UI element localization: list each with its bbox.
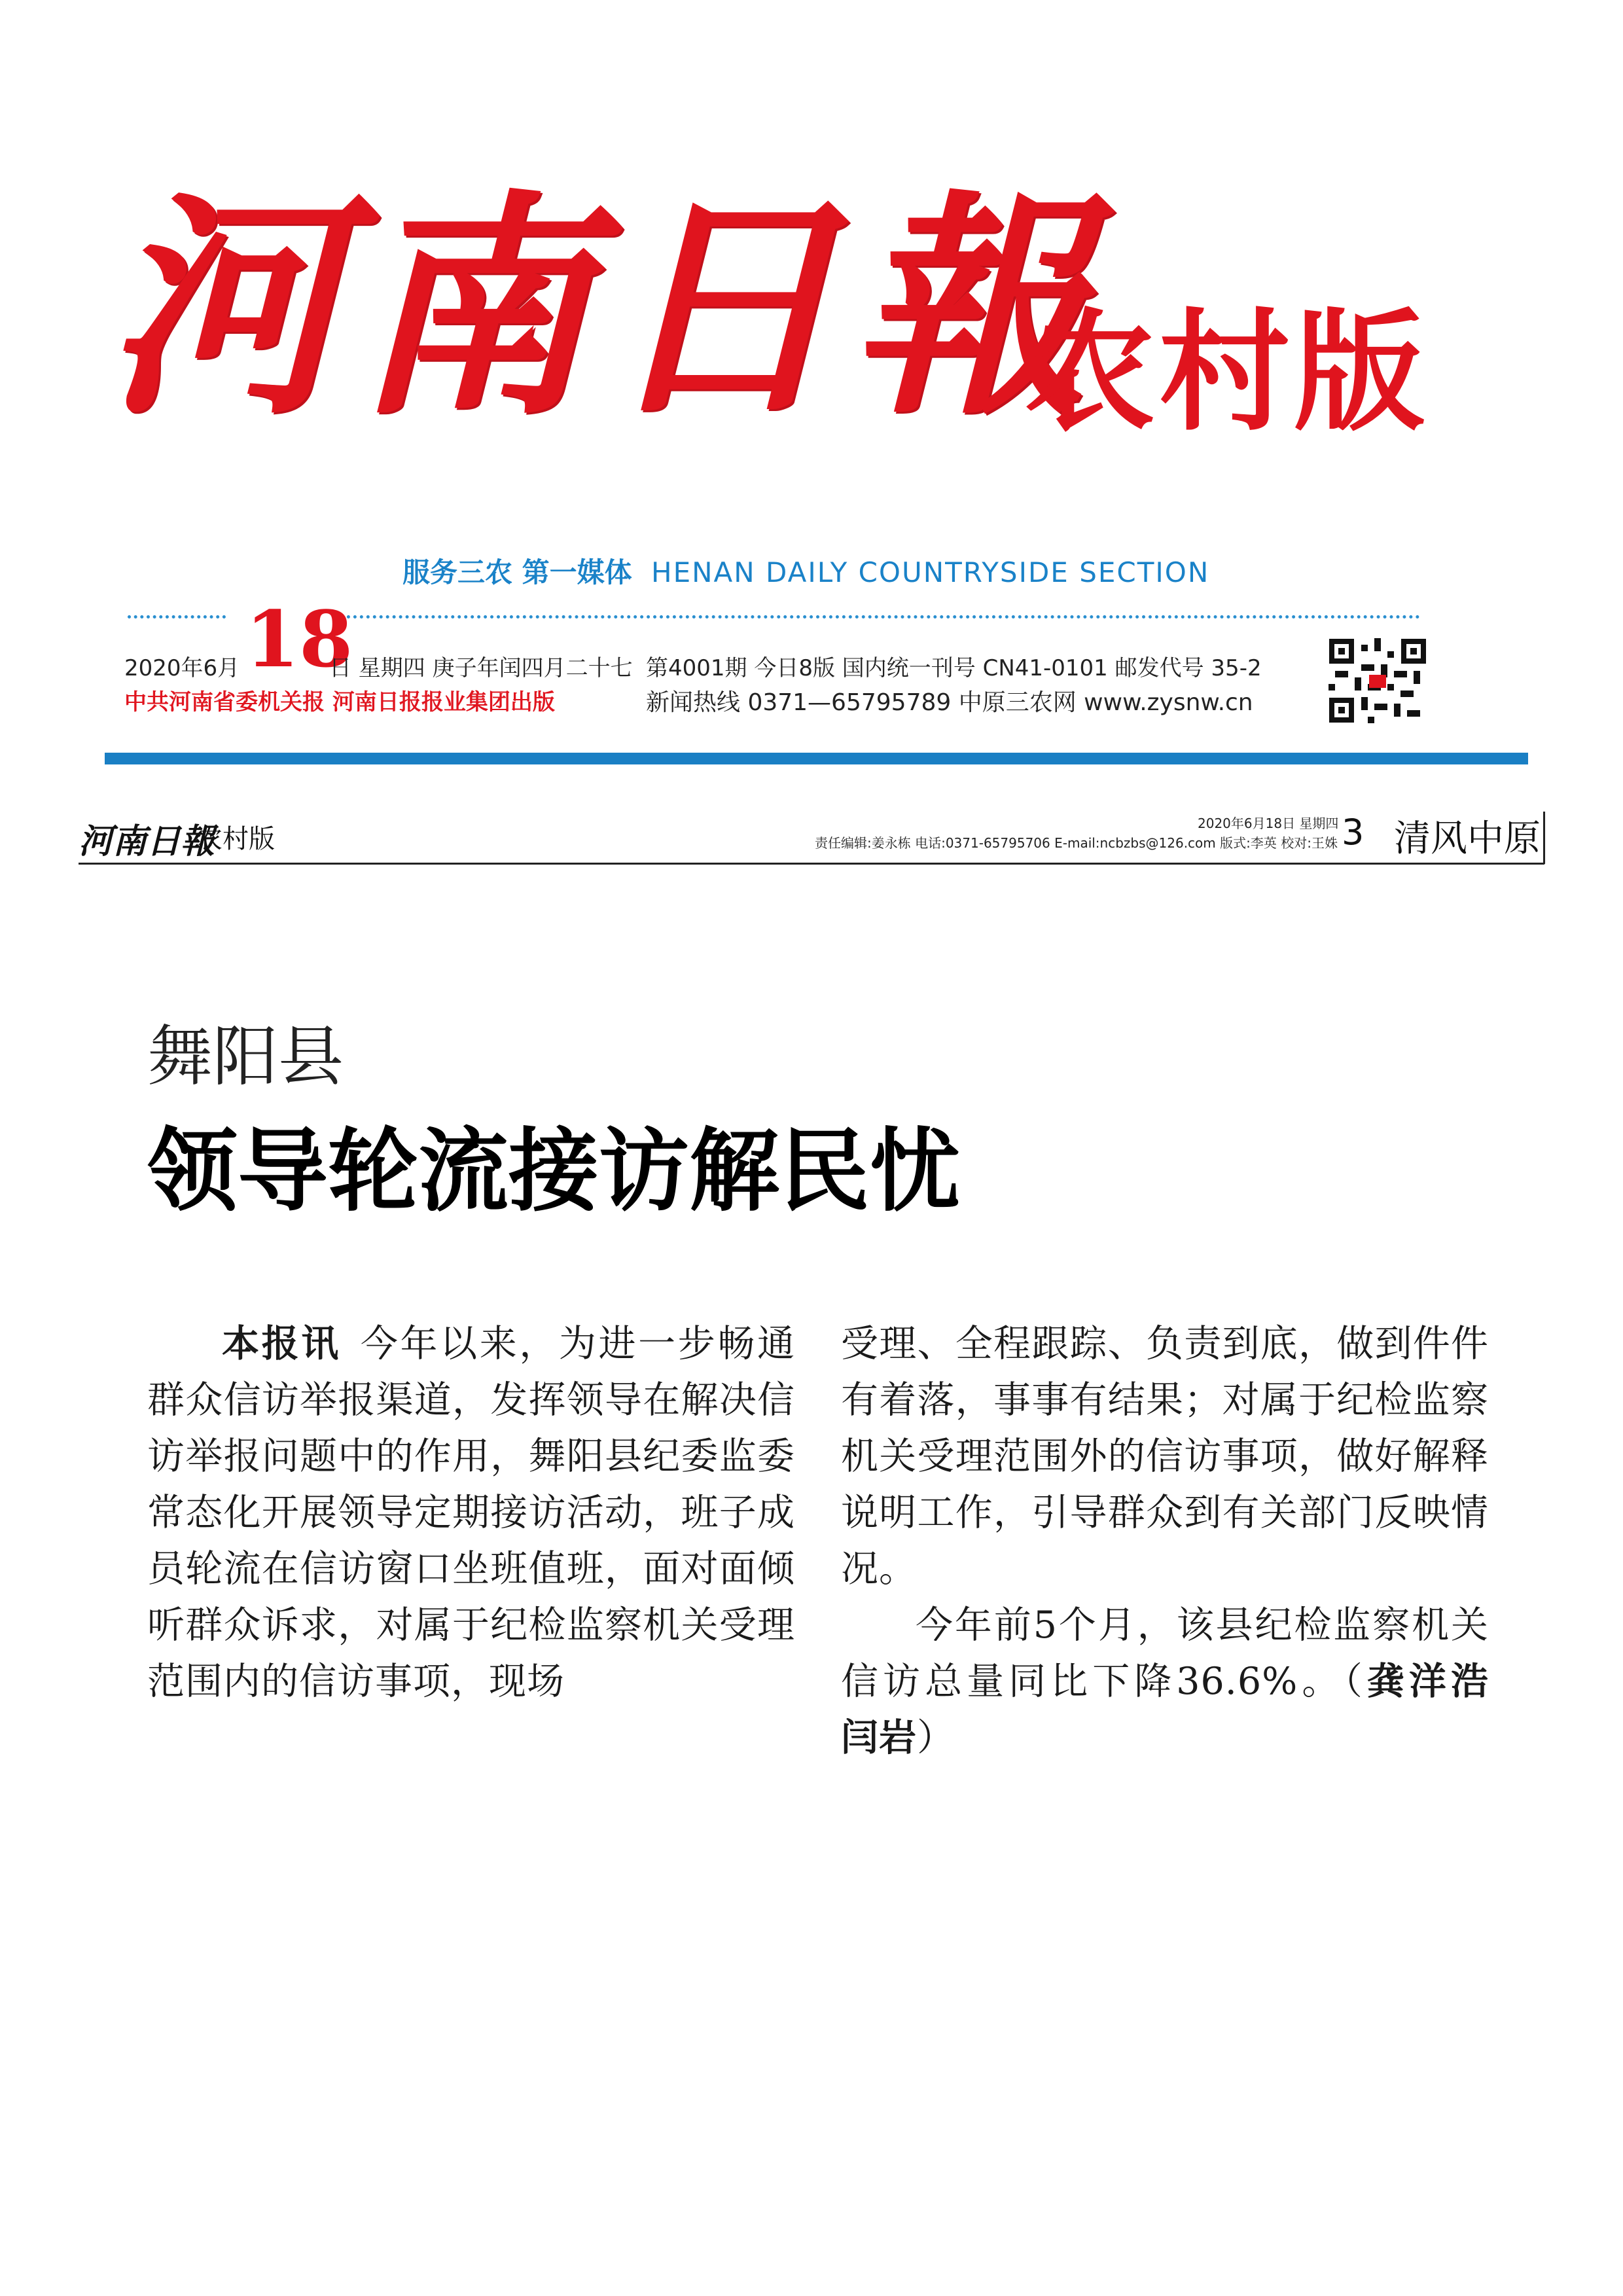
masthead-edition: 农村版 [1024,296,1429,449]
masthead-slogan [402,551,1209,590]
article-title: 领导轮流接访解民忧 [147,1117,961,1224]
date-prefix: 2020年6月 [124,655,240,681]
page-number: 3 [1342,812,1364,853]
article-lead: 本报讯 [222,1322,341,1365]
date-suffix: 日 星期四 庚子年闰四月二十七 [329,655,633,681]
dotted-rule-right [334,615,1420,619]
article-paragraph-1-continued: 受理、全程跟踪、负责到底，做到件件有着落，事事有结果；对属于纪检监察机关受理范围外的信访事项，做好解释说明工作，引导群众到有关部门反映情况。 [841,1322,1489,1590]
publisher-line: 中共河南省委机关报 河南日报报业集团出版 [124,689,555,715]
article-paragraph-2-end: ） [917,1716,955,1759]
article-paragraph-2: 今年前5个月，该县纪检监察机关信访总量同比下降36.6%。（ [841,1604,1489,1703]
slogan-cn: 服务三农 第一媒体 [402,556,632,588]
article-column-right [841,1316,1489,1766]
masthead-logo: 河南日報 [105,169,1099,446]
page-header-logo: 河南日報 [79,821,215,861]
article-byline: 龚洋浩 闫岩 [841,1660,1489,1759]
dotted-rule-left [128,615,226,619]
page-header-rule [79,863,1544,865]
article-paragraph-1: 今年以来，为进一步畅通群众信访举报渠道，发挥领导在解决信访举报问题中的作用，舞阳县纪委监委常态化开展领导定期接访活动，班子成员轮流在信访窗口坐班值班，面对面倾听群众诉求，对属于纪检监察机关受理范围内的信访事项，现场 [147,1322,796,1703]
page-header-edition: 农村版 [196,824,275,854]
article-column-left [147,1316,795,1710]
date-day: 18 [245,594,353,685]
qr-code-icon [1329,638,1427,723]
page-header-date: 2020年6月18日 星期四 [1198,816,1339,831]
slogan-en: HENAN DAILY COUNTRYSIDE SECTION [651,556,1210,588]
article-subtitle: 舞阳县 [147,1018,344,1095]
masthead-rule [105,753,1528,764]
page-header-credits: 责任编辑:姜永栋 电话:0371-65795706 E-mail:ncbzbs@126.com 版式:李英 校对:王姝 [815,835,1338,851]
page-section-title: 清风中原 [1394,817,1541,860]
hotline-line: 新闻热线 0371—65795789 中原三农网 www.zysnw.cn [646,689,1253,716]
issue-info: 第4001期 今日8版 国内统一刊号 CN41-0101 邮发代号 35-2 [646,655,1262,681]
page-header-tick [1543,812,1545,864]
